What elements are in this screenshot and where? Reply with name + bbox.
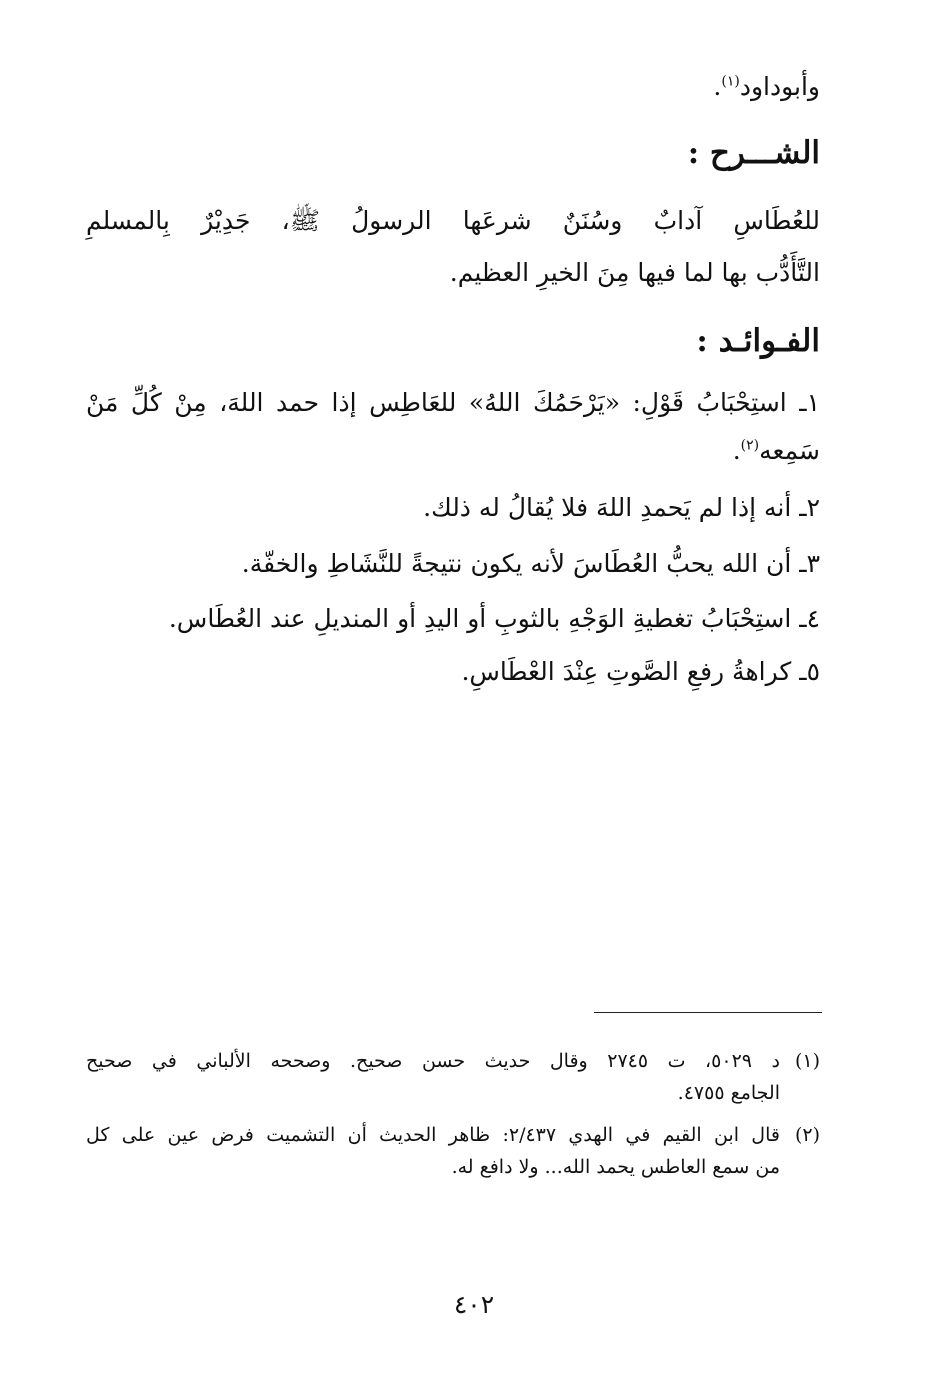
- fawaid-item-3: ٣ـ أن الله يحبُّ العُطَاسَ لأنه يكون نتيجةً للنَّشَاطِ والخفّة.: [241, 549, 820, 578]
- fawaid-item-5: ٥ـ كراهةُ رفعِ الصَّوتِ عِنْدَ العْطَاسِ.: [461, 657, 820, 686]
- footnote-2-number: (٢): [794, 1124, 820, 1146]
- fawaid-item-1-period: .: [732, 436, 741, 465]
- sharh-paragraph-line-2: التَّأَدُّب بها لما فيها مِنَ الخيرِ العظيم.: [449, 258, 820, 287]
- continuation-period: .: [713, 72, 722, 101]
- fawaid-heading: الفـوائـد :: [696, 323, 820, 359]
- footnote-2-line-1: قال ابن القيم في الهدي ٢/٤٣٧: ظاهر الحديث أن التشميت فرض عين على كل: [86, 1124, 780, 1146]
- fawaid-item-1-text: سَمِعه: [759, 436, 820, 465]
- sharh-heading: الشـــرح :: [687, 135, 820, 171]
- fawaid-item-4: ٤ـ استِحْبَابُ تغطيةِ الوَجْهِ بالثوبِ أو اليدِ أو المنديلِ عند العُطَاس.: [168, 604, 820, 633]
- footnote-ref-1: (١): [721, 73, 740, 90]
- footnote-1-line-2: الجامع ٤٧٥٥.: [677, 1082, 780, 1104]
- continuation-line: [713, 70, 820, 104]
- footnote-separator: [594, 1012, 822, 1013]
- continuation-text: وأبوداود: [739, 72, 820, 101]
- fawaid-item-1-line-2: [733, 434, 820, 468]
- page-number: ٤٠٢: [453, 1290, 495, 1319]
- footnote-2-line-2: من سمع العاطس يحمد الله... ولا دافع له.: [451, 1156, 780, 1178]
- footnote-1-line-1: د ٥٠٢٩، ت ٢٧٤٥ وقال حديث حسن صحيح. وصححه الألباني في صحيح: [86, 1050, 780, 1072]
- sharh-paragraph-line-1: للعُطَاسِ آدابٌ وسُنَنٌ شرعَها الرسولُ ﷺ، جَدِيْرٌ بِالمسلمِ: [86, 206, 820, 235]
- fawaid-item-1-line-1: ١ـ استِحْبَابُ قَوْلِ: «يَرْحَمُكَ اللهُ» للعَاطِس إذا حمد اللهَ، مِنْ كُلِّ مَنْ: [86, 388, 820, 417]
- fawaid-item-2: ٢ـ أنه إذا لم يَحمدِ اللهَ فلا يُقالُ له ذلك.: [423, 493, 820, 522]
- footnote-1-number: (١): [794, 1050, 820, 1072]
- footnote-ref-2: (٢): [740, 437, 760, 454]
